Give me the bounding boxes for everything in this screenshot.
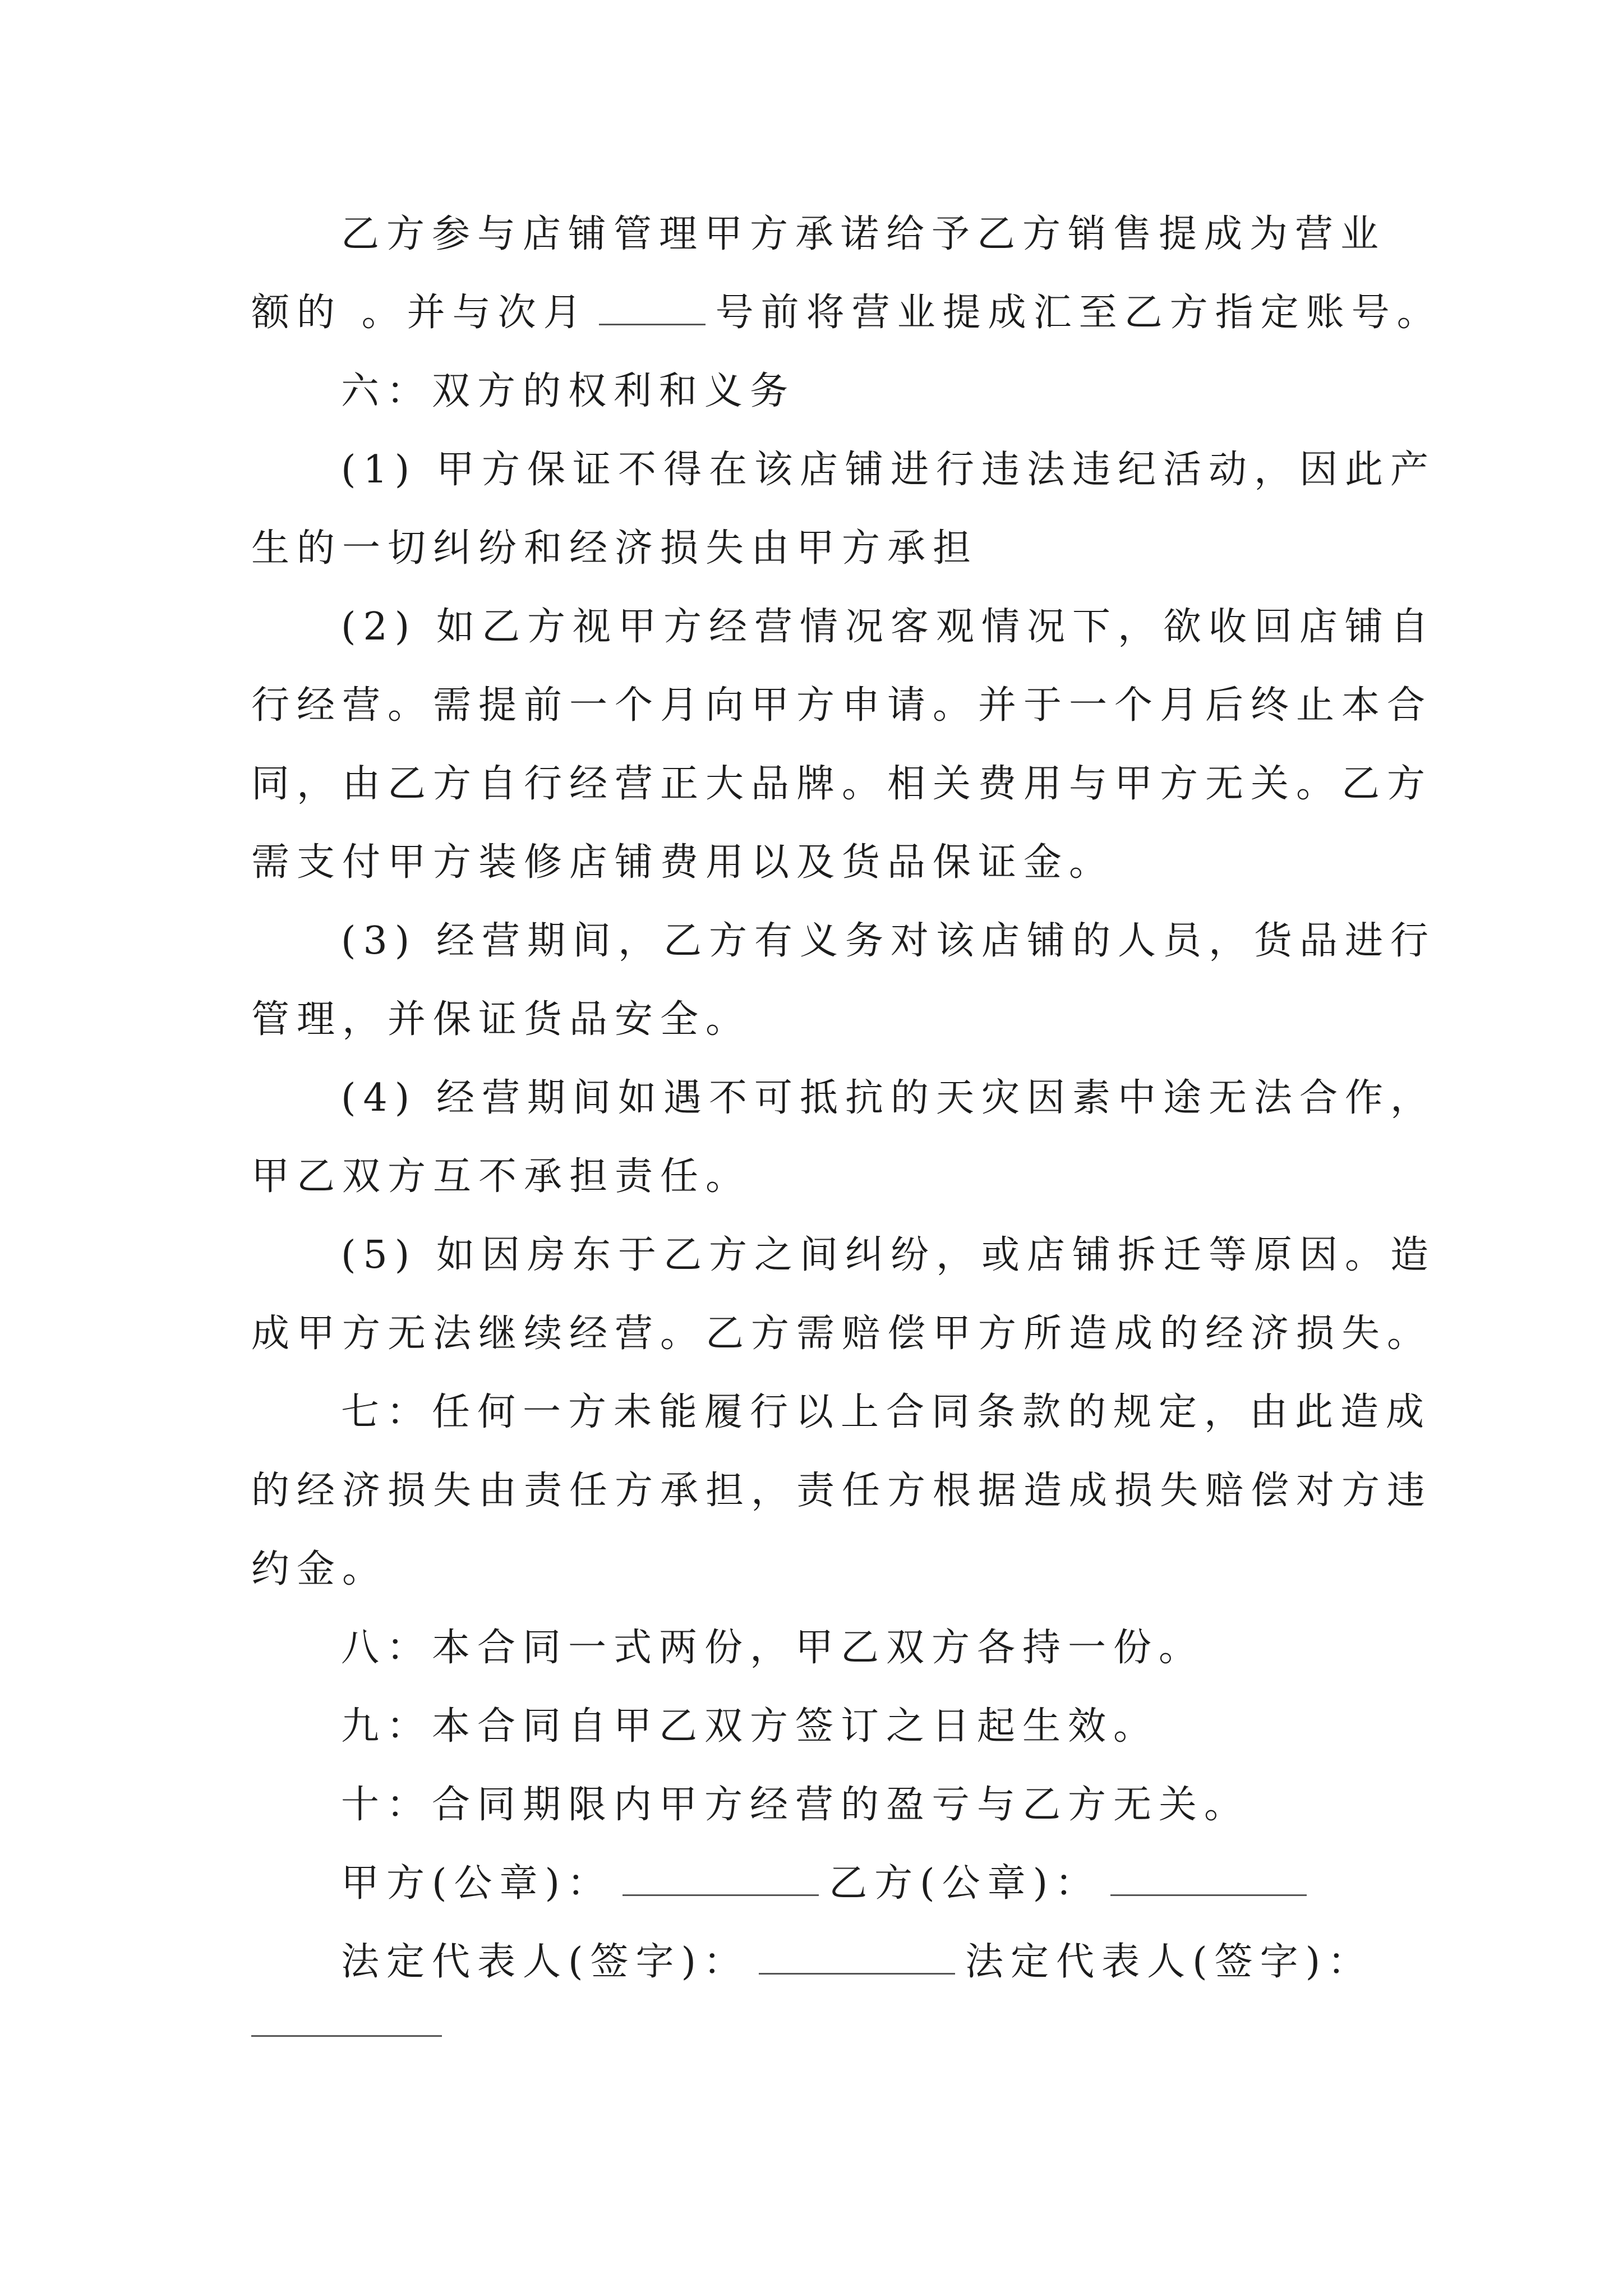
section-nine: 九：本合同自甲乙双方签订之日起生效。 [341,1704,1159,1749]
clause-2-line-4: 需支付甲方装修店铺费用以及货品保证金。 [251,840,1115,885]
clause-2-line-3: 同，由乙方自行经营正大品牌。相关费用与甲方无关。乙方 [251,762,1433,806]
day-number-blank[interactable] [599,289,706,325]
clause-1-line-2: 生的一切纠纷和经济损失由甲方承担 [251,526,979,570]
clause-2-line-2: 行经营。需提前一个月向甲方申请。并于一个月后终止本合 [251,683,1433,728]
commission-line-2-start: 额的 。并与次月 [251,291,589,335]
commission-line-2-end: 号前将营业提成汇至乙方指定账号。 [715,291,1442,335]
clause-3-line-2: 管理，并保证货品安全。 [251,997,751,1042]
section-six-heading: 六：双方的权利和义务 [341,369,796,413]
clause-4-line-1: (4) 经营期间如遇不可抵抗的天灾因素中途无法合作， [341,1076,1436,1120]
rep-b-signature-blank[interactable] [251,2035,442,2037]
section-eight: 八：本合同一式两份，甲乙双方各持一份。 [341,1626,1205,1670]
rep-a-label: 法定代表人(签字)： [341,1940,749,1984]
party-b-seal-label: 乙方(公章)： [829,1861,1101,1906]
section-ten: 十：合同期限内甲方经营的盈亏与乙方无关。 [341,1783,1250,1827]
clause-5-line-2: 成甲方无法继续经营。乙方需赔偿甲方所造成的经济损失。 [251,1312,1433,1356]
rep-a-signature-blank[interactable] [759,1938,955,1975]
party-b-seal-blank[interactable] [1110,1860,1307,1896]
party-a-seal-blank[interactable] [623,1860,819,1896]
commission-line-2 [251,286,1442,340]
commission-line-1: 乙方参与店铺管理甲方承诺给予乙方销售提成为营业 [341,212,1386,256]
seal-signature-line [341,1857,1317,1911]
clause-2-line-1: (2) 如乙方视甲方经营情况客观情况下，欲收回店铺自 [341,605,1436,649]
clause-3-line-1: (3) 经营期间，乙方有义务对该店铺的人员，货品进行 [341,919,1436,963]
section-seven-line-2: 的经济损失由责任方承担，责任方根据造成损失赔偿对方违 [251,1469,1433,1513]
clause-1-line-1: (1) 甲方保证不得在该店铺进行违法违纪活动，因此产 [341,448,1436,492]
representative-signature-line [341,1935,1373,1989]
party-a-seal-label: 甲方(公章)： [341,1861,613,1906]
rep-b-label: 法定代表人(签字)： [965,1940,1373,1984]
section-seven-line-1: 七：任何一方未能履行以上合同条款的规定，由此造成 [341,1390,1432,1434]
section-seven-line-3: 约金。 [251,1547,388,1591]
clause-5-line-1: (5) 如因房东于乙方之间纠纷，或店铺拆迁等原因。造 [341,1233,1436,1277]
clause-4-line-2: 甲乙双方互不承担责任。 [251,1154,751,1199]
